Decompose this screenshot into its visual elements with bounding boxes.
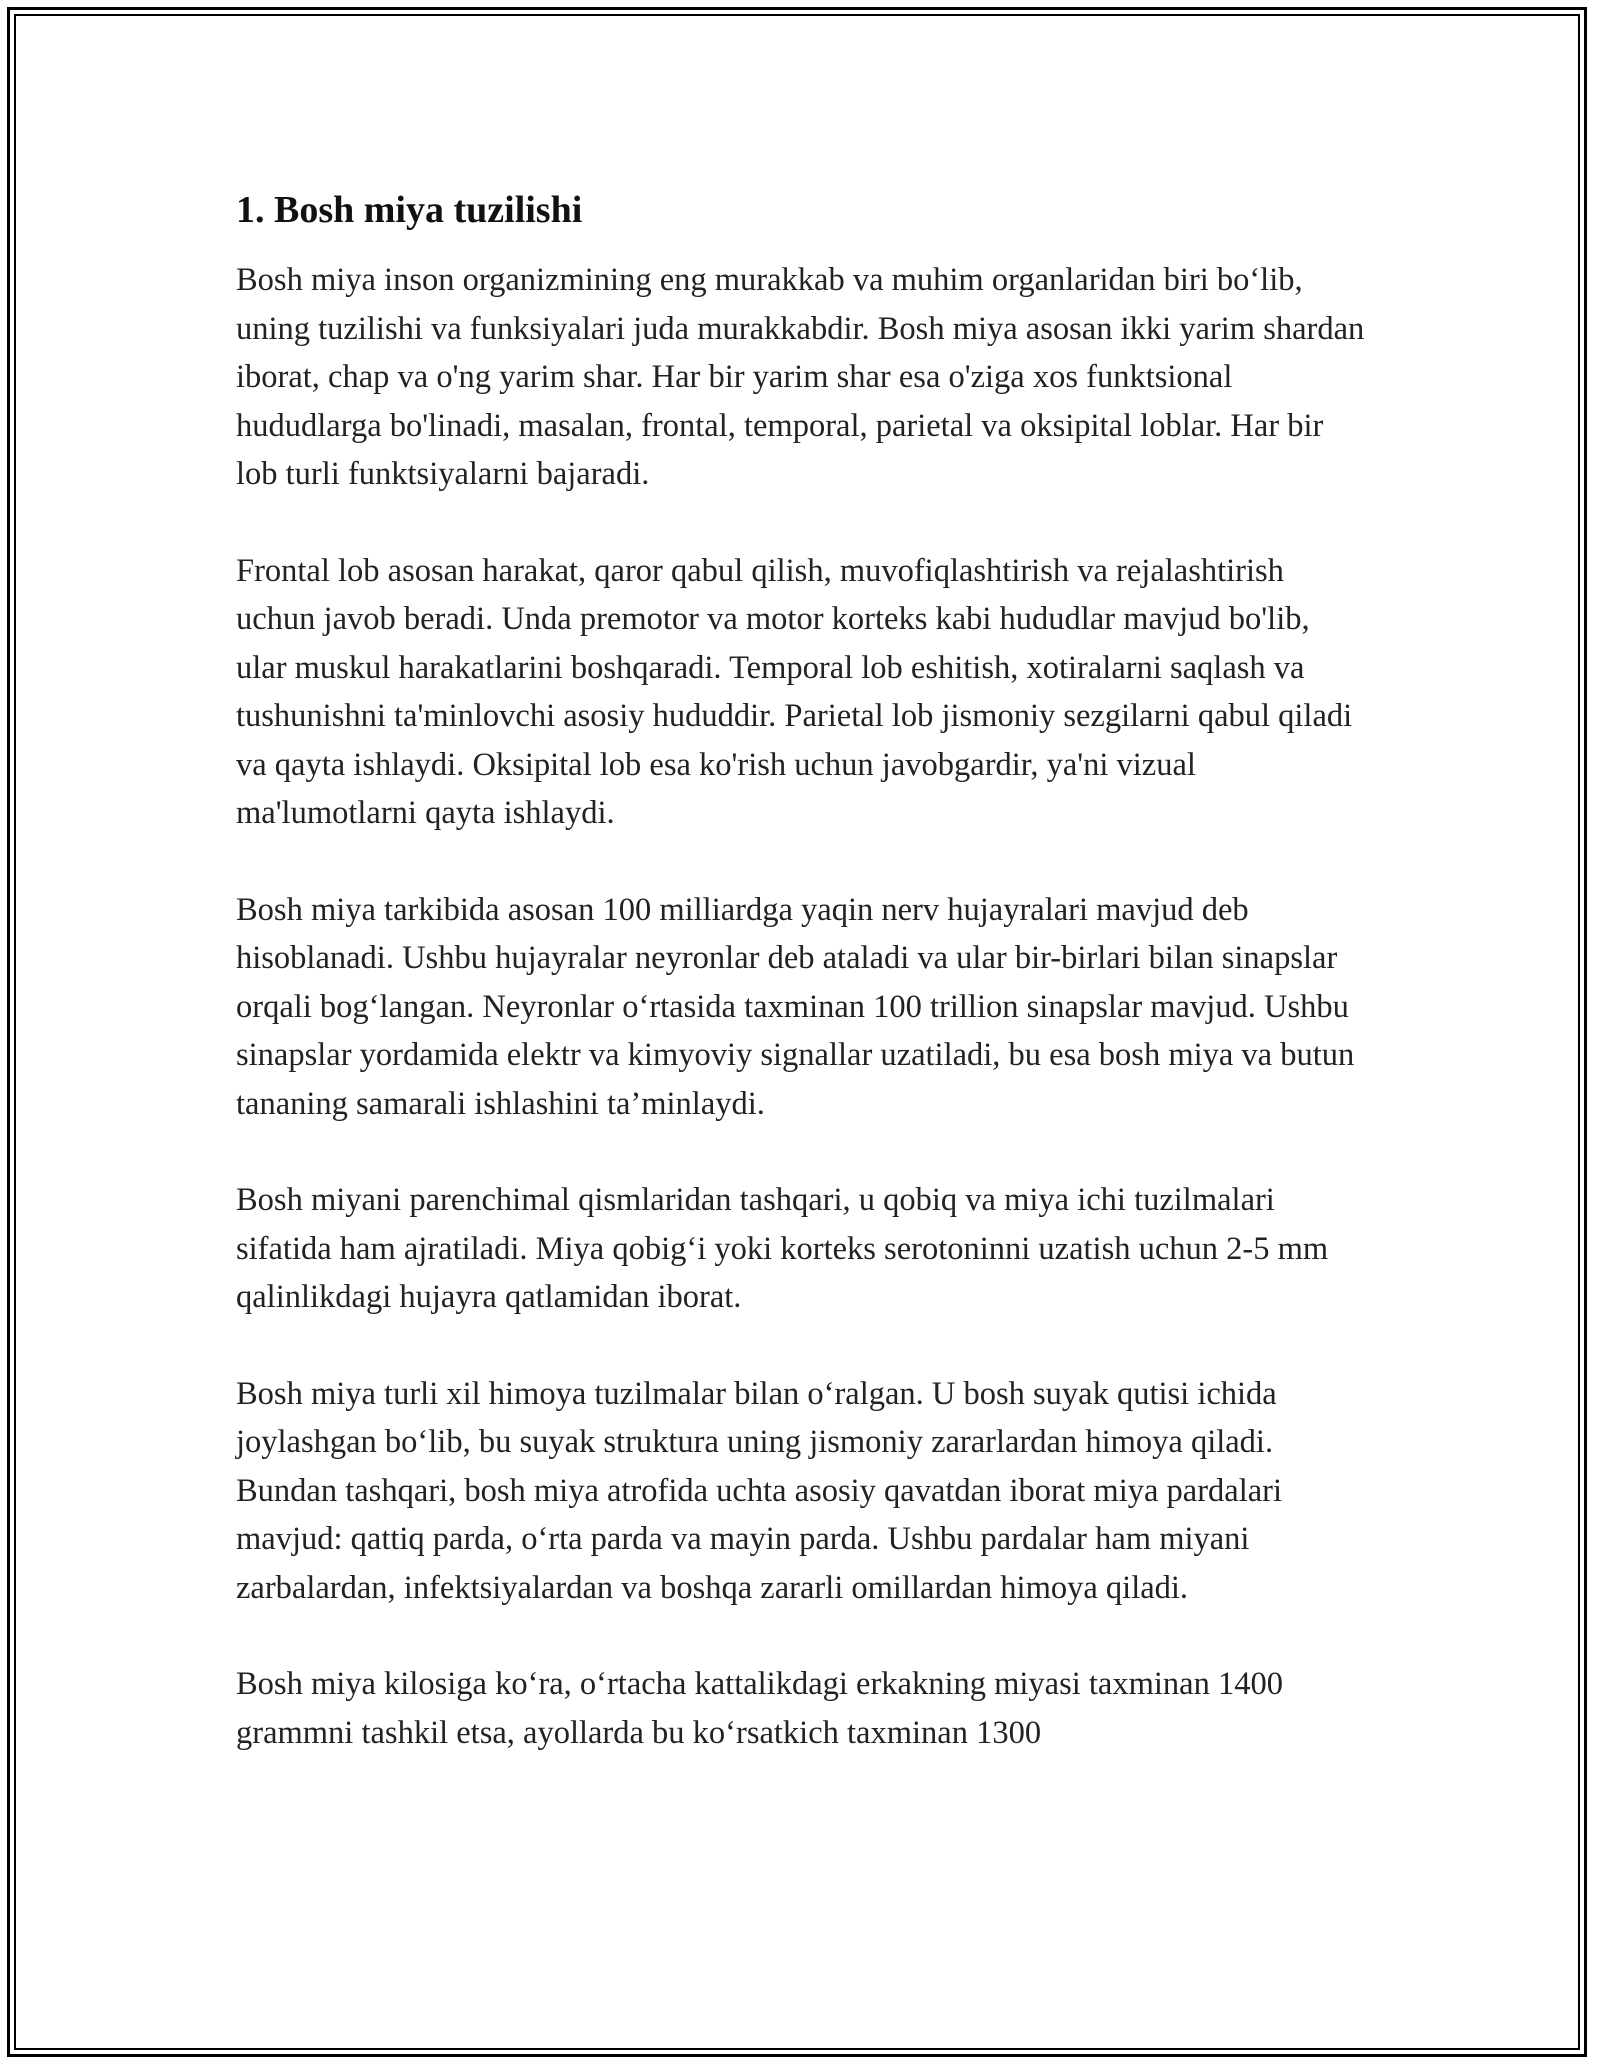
paragraph-brain-weight: Bosh miya kilosiga ko‘ra, o‘rtacha kattalikdagi erkakning miyasi taxminan 1400 grammni tashkil etsa, ayollarda bu ko‘rsatkich taxminan 1300 <box>236 1666 1283 1751</box>
document-body <box>236 186 1366 1805</box>
paragraph-protection: Bosh miya turli xil himoya tuzilmalar bilan o‘ralgan. U bosh suyak qutisi ichida joylashgan bo‘lib, bu suyak struktura uning jismoniy zararlardan himoya qiladi. Bundan tashqari, bosh miya atrofida uchta asosiy qavatdan iborat miya pardalari mavjud: qattiq parda, o‘rta parda va mayin parda. Ushbu pardalar ham miyani zarbalardan, infektsiyalardan va boshqa zararli omillardan himoya qiladi. <box>236 1375 1282 1606</box>
paragraph-cortex: Bosh miyani parenchimal qismlaridan tashqari, u qobiq va miya ichi tuzilmalari sifatida ham ajratiladi. Miya qobig‘i yoki korteks serotoninni uzatish uchun 2-5 mm qalinlikdagi hujayra qatlamidan iborat. <box>236 1182 1329 1315</box>
section-heading: 1. Bosh miya tuzilishi <box>236 189 583 231</box>
paragraph-neurons: Bosh miya tarkibida asosan 100 milliardga yaqin nerv hujayralari mavjud deb hisoblanadi. Ushbu hujayralar neyronlar deb ataladi va ular bir-birlari bilan sinapslar orqali bog‘langan. Neyronlar o‘rtasida taxminan 100 trillion sinapslar mavjud. Ushbu sinapslar yordamida elektr va kimyoviy signallar uzatiladi, bu esa bosh miya va butun tananing samarali ishlashini ta’minlaydi. <box>236 891 1355 1122</box>
paragraph-brain-overview: Bosh miya inson organizmining eng murakkab va muhim organlaridan biri bo‘lib, uning tuzilishi va funksiyalari juda murakkabdir. Bosh miya asosan ikki yarim shardan iborat, chap va o'ng yarim shar. Har bir yarim shar esa o'ziga xos funktsional hududlarga bo'linadi, masalan, frontal, temporal, parietal va oksipital loblar. Har bir lob turli funktsiyalarni bajaradi. <box>236 262 1365 492</box>
paragraph-lobe-functions: Frontal lob asosan harakat, qaror qabul qilish, muvofiqlashtirish va rejalashtirish uchun javob beradi. Unda premotor va motor korteks kabi hududlar mavjud bo'lib, ular muskul harakatlarini boshqaradi. Temporal lob eshitish, xotiralarni saqlash va tushunishni ta'minlovchi asosiy hududdir. Parietal lob jismoniy sezgilarni qabul qiladi va qayta ishlaydi. Oksipital lob esa ko'rish uchun javobgardir, ya'ni vizual ma'lumotlarni qayta ishlaydi. <box>236 552 1353 831</box>
